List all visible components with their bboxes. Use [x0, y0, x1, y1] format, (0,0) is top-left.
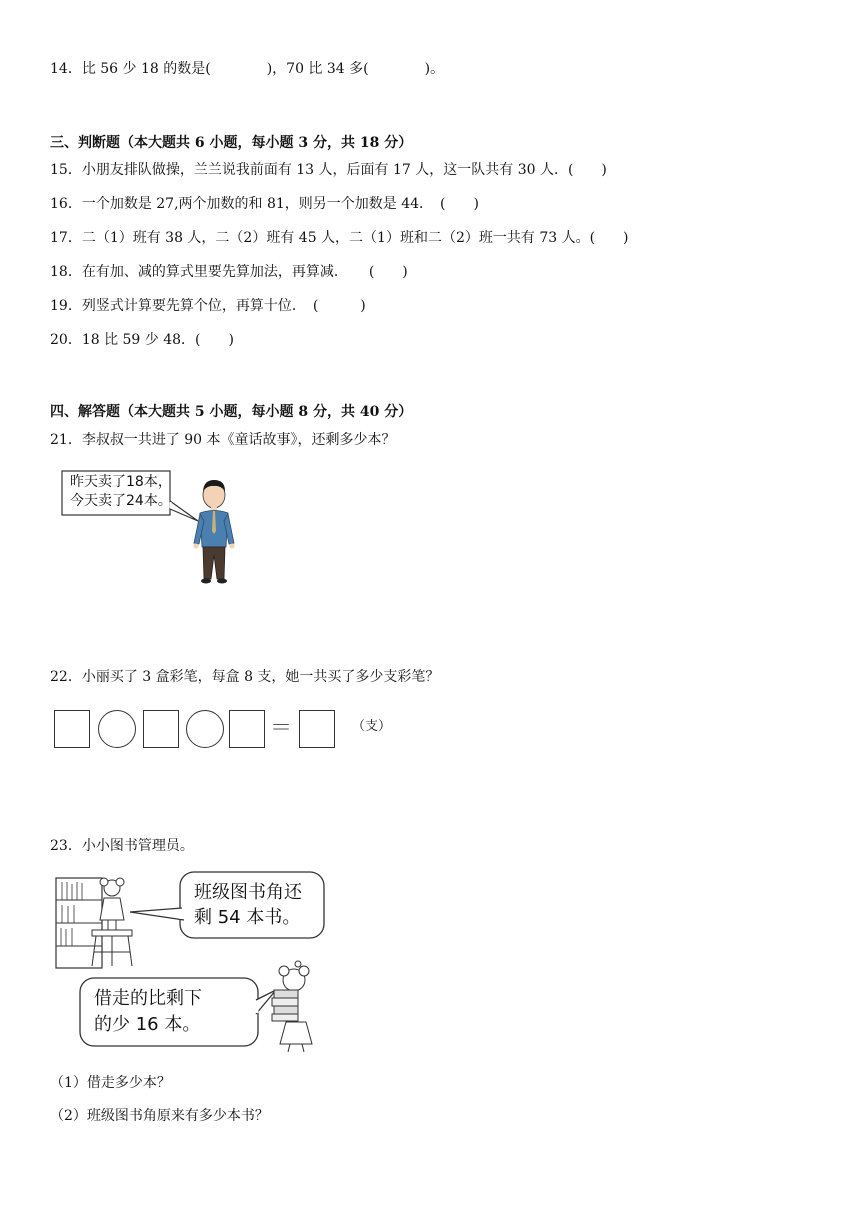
equals-sign: ＝ — [270, 716, 293, 741]
q23-bubble-2-line-1: 借走的比剩下 — [94, 988, 202, 1009]
q23-bubble-1-line-2: 剩 54 本书。 — [194, 907, 301, 928]
answer-box-1[interactable] — [54, 710, 90, 748]
question-22: 22．小丽买了 3 盒彩笔，每盒 8 支，她一共买了多少支彩笔？ — [50, 669, 440, 685]
question-15: 15．小朋友排队做操，兰兰说我前面有 13 人，后面有 17 人，这一队共有 30 人．( ) — [50, 162, 607, 178]
question-20: 20．18 比 59 少 48．( ) — [50, 332, 234, 348]
answer-box-3[interactable] — [229, 710, 265, 748]
question-18: 18．在有加、减的算式里要先算加法，再算减． ( ) — [50, 264, 408, 280]
unit-label: （支） — [352, 719, 392, 734]
section-3-heading: 三、判断题（本大题共 6 小题，每小题 3 分，共 18 分） — [50, 135, 413, 151]
question-17: 17．二（1）班有 38 人，二（2）班有 45 人，二（1）班和二（2）班一共有 73 人。( ) — [50, 230, 629, 246]
q23-bubble-2-line-2: 的少 16 本。 — [94, 1014, 201, 1035]
q21-bubble-line-1: 昨天卖了18本， — [70, 474, 172, 490]
question-23: 23．小小图书管理员。 — [50, 838, 194, 854]
section-4-heading: 四、解答题（本大题共 5 小题，每小题 8 分，共 40 分） — [50, 404, 413, 420]
q23-bubble-1-line-1: 班级图书角还 — [194, 882, 302, 903]
question-14: 14．比 56 少 18 的数是( )，70 比 34 多( )。 — [50, 61, 445, 77]
q23-sub-question-2: （2）班级图书角原来有多少本书？ — [50, 1108, 269, 1124]
question-19: 19．列竖式计算要先算个位，再算十位． ( ) — [50, 298, 366, 314]
answer-box-result[interactable] — [299, 710, 335, 748]
q23-illustration — [52, 868, 342, 1058]
q23-sub-question-1: （1）借走多少本？ — [50, 1075, 171, 1091]
question-21: 21．李叔叔一共进了 90 本《童话故事》，还剩多少本？ — [50, 432, 396, 448]
q21-bubble-line-2: 今天卖了24本。 — [70, 493, 172, 509]
question-16: 16．一个加数是 27,两个加数的和 81，则另一个加数是 44． ( ) — [50, 196, 479, 212]
answer-box-2[interactable] — [143, 710, 179, 748]
q21-illustration — [58, 465, 238, 587]
operator-circle-1[interactable] — [98, 710, 136, 748]
operator-circle-2[interactable] — [186, 710, 224, 748]
